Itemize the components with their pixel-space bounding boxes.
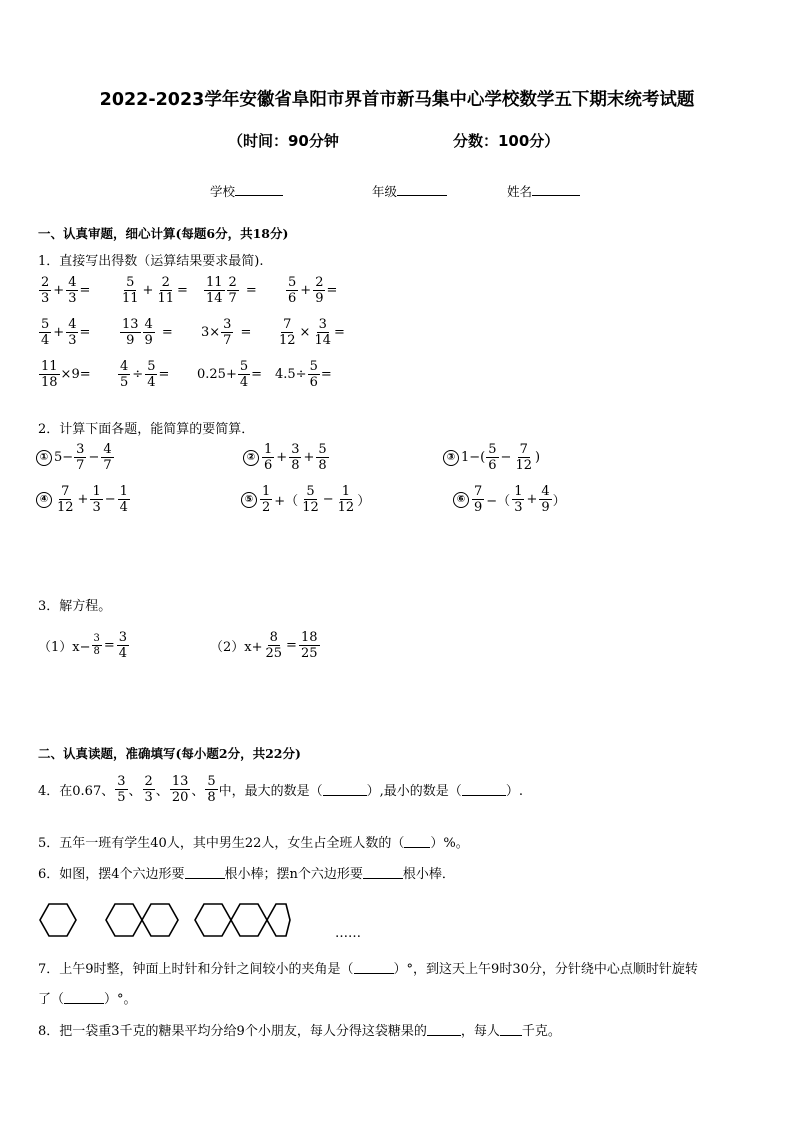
fraction	[66, 317, 78, 348]
hexagons-3	[195, 904, 290, 936]
fraction	[312, 317, 333, 348]
denominator: 3	[41, 291, 50, 306]
math-text: =	[158, 367, 170, 382]
fraction	[260, 484, 272, 515]
math-text: 中，最大的数是（	[218, 784, 323, 799]
answer-blank[interactable]	[323, 783, 367, 796]
operator: +	[142, 283, 154, 298]
math-text: 根小棒．	[402, 867, 455, 882]
fraction	[39, 359, 60, 390]
numerator: 3	[118, 630, 128, 645]
numerator: 5	[147, 359, 156, 374]
q2-expr-6	[453, 484, 566, 515]
math-text: 4．在0.67、	[38, 784, 115, 799]
hexagon-figure	[36, 898, 296, 946]
numerator: 2	[315, 275, 324, 290]
operator: +	[77, 492, 89, 507]
q1-item	[119, 317, 173, 348]
denominator: 4	[239, 375, 249, 390]
q2-expr-3	[443, 442, 540, 473]
q7-line-1	[38, 958, 698, 977]
denominator: 8	[93, 646, 100, 657]
numerator: 2	[228, 275, 237, 290]
numerator: 5	[239, 359, 249, 374]
operator: ×	[299, 325, 311, 340]
numerator: 1	[341, 484, 351, 499]
denominator: 20	[171, 790, 189, 805]
fraction	[227, 275, 239, 306]
denominator: 11	[122, 291, 139, 306]
denominator: 4	[118, 646, 128, 661]
fraction	[539, 484, 551, 515]
fraction	[90, 484, 102, 515]
answer-blank[interactable]	[404, 835, 430, 848]
math-text: ）.	[505, 784, 523, 799]
operator: =	[103, 638, 115, 653]
fraction	[74, 442, 86, 473]
math-text: 7．上午9时整，钟面上时针和分针之间较小的夹角是（	[38, 962, 354, 977]
fraction	[118, 484, 130, 515]
operator: =	[286, 638, 297, 653]
math-text: =	[251, 367, 263, 382]
math-text: ，每人	[460, 1024, 500, 1039]
answer-blank[interactable]	[64, 991, 104, 1004]
numerator: 5	[126, 275, 135, 290]
math-text: 0.25+	[197, 367, 237, 382]
numerator: 5	[306, 484, 315, 499]
denominator: 5	[117, 790, 126, 805]
numerator: 1	[264, 442, 273, 457]
section-1-heading: 一、认真审题，细心计算(每题6分，共18分)	[38, 226, 289, 241]
q2-expr-4	[36, 484, 131, 515]
operator: −	[322, 492, 334, 507]
denominator: 12	[279, 333, 296, 348]
numerator: 3	[223, 317, 232, 332]
math-text: ×9=	[60, 367, 91, 382]
numerator: 13	[122, 317, 139, 332]
q7-line-2	[38, 988, 137, 1007]
school-label: 学校	[210, 184, 236, 199]
denominator: 9	[126, 333, 135, 348]
numerator: 7	[61, 484, 70, 499]
answer-blank[interactable]	[185, 866, 225, 879]
name-field	[507, 182, 580, 200]
q1-item	[203, 275, 257, 306]
fraction	[486, 442, 498, 473]
fraction	[117, 630, 129, 661]
number-6: ⑥	[453, 492, 469, 508]
numerator: 4	[68, 275, 77, 290]
fraction	[145, 359, 157, 390]
fraction	[155, 275, 176, 306]
number-3: ③	[443, 450, 459, 466]
fraction	[299, 630, 320, 661]
q2-expr-2	[243, 442, 330, 473]
q4	[38, 774, 523, 805]
denominator: 12	[302, 500, 319, 515]
numerator: 4	[120, 359, 129, 374]
math-text: ）°。	[104, 992, 137, 1007]
answer-blank[interactable]	[500, 1023, 522, 1036]
numerator: 7	[474, 484, 483, 499]
denominator: 7	[223, 333, 232, 348]
q1-item	[117, 359, 169, 390]
numerator: 5	[207, 774, 216, 789]
fraction	[336, 484, 357, 515]
denominator: 14	[314, 333, 331, 348]
numerator: 13	[171, 774, 189, 789]
grade-label: 年级	[372, 184, 398, 199]
operator: +	[276, 450, 288, 465]
math-text: )	[534, 450, 541, 465]
q2-expr-1	[36, 442, 115, 473]
answer-blank[interactable]	[462, 783, 506, 796]
operator: +	[300, 283, 312, 298]
fraction	[277, 317, 298, 348]
math-text: ）	[357, 494, 371, 509]
fraction	[101, 442, 113, 473]
denominator: 6	[288, 291, 297, 306]
number-5: ⑤	[241, 492, 257, 508]
fraction	[289, 442, 301, 473]
name-blank[interactable]	[532, 183, 580, 196]
denominator: 3	[68, 333, 77, 348]
denominator: 12	[337, 500, 355, 515]
denominator: 3	[514, 500, 523, 515]
numerator: 2	[144, 774, 153, 789]
numerator: 1	[92, 484, 101, 499]
fraction	[205, 774, 217, 805]
numerator: 7	[283, 317, 292, 332]
math-text: ）%。	[430, 836, 469, 851]
numerator: 5	[488, 442, 497, 457]
fraction	[316, 442, 328, 473]
q5	[38, 832, 469, 851]
answer-blank[interactable]	[427, 1023, 461, 1036]
q1-item	[201, 317, 251, 348]
math-text: 、	[191, 784, 205, 799]
q1-item	[275, 359, 332, 390]
denominator: 4	[147, 375, 156, 390]
operator: +	[526, 492, 538, 507]
school-blank[interactable]	[235, 183, 283, 196]
denominator: 3	[68, 291, 77, 306]
exam-time: （时间：90分钟	[228, 132, 339, 150]
denominator: 9	[541, 500, 550, 515]
denominator: 6	[488, 458, 497, 473]
math-text: =	[177, 283, 188, 298]
denominator: 14	[206, 291, 223, 306]
fraction	[286, 275, 298, 306]
math-text: 1−(	[461, 450, 486, 465]
numerator: 8	[269, 630, 278, 645]
math-text: 6．如图，摆4个六边形要	[38, 867, 185, 882]
math-text: =	[79, 283, 91, 298]
numerator: 5	[41, 317, 50, 332]
q1-item	[197, 359, 262, 390]
numerator: 4	[68, 317, 77, 332]
q1-prompt: 1．直接写出得数（运算结果要求最简).	[38, 254, 264, 269]
q2-prompt: 2．计算下面各题，能简算的要简算．	[38, 422, 255, 437]
operator: +（	[274, 494, 299, 509]
q3-prompt: 3．解方程。	[38, 599, 112, 614]
fraction	[204, 275, 225, 306]
math-text: =	[320, 367, 332, 382]
fraction	[513, 442, 534, 473]
denominator: 7	[228, 291, 237, 306]
numerator: 3	[291, 442, 300, 457]
denominator: 18	[41, 375, 58, 390]
numerator: 18	[300, 630, 318, 645]
fraction	[472, 484, 484, 515]
denominator: 25	[265, 646, 283, 661]
fraction	[120, 317, 141, 348]
fraction	[238, 359, 250, 390]
denominator: 8	[207, 790, 216, 805]
q8	[38, 1020, 561, 1039]
number-2: ②	[243, 450, 259, 466]
hexagons-2	[106, 904, 178, 936]
q1-item	[38, 359, 91, 390]
math-text: 5．五年一班有学生40人，其中男生22人，女生占全班人数的（	[38, 836, 405, 851]
numerator: 5	[288, 275, 297, 290]
numerator: 3	[318, 317, 327, 332]
numerator: 7	[519, 442, 528, 457]
math-text: 8．把一袋重3千克的糖果平均分给9个小朋友，每人分得这袋糖果的	[38, 1024, 427, 1039]
fraction	[120, 275, 141, 306]
math-text: （1）x−	[38, 640, 91, 655]
denominator: 25	[300, 646, 318, 661]
q1-item	[38, 317, 90, 348]
answer-blank[interactable]	[354, 961, 394, 974]
denominator: 3	[144, 790, 153, 805]
math-text: 5−	[54, 450, 74, 465]
denominator: 11	[157, 291, 174, 306]
fraction	[143, 317, 155, 348]
operator: +	[53, 283, 65, 298]
numerator: 4	[144, 317, 153, 332]
fraction	[313, 275, 325, 306]
numerator: 4	[541, 484, 550, 499]
fraction	[118, 359, 130, 390]
school-field	[210, 182, 283, 200]
numerator: 5	[318, 442, 327, 457]
numerator: 4	[103, 442, 112, 457]
numerator: 1	[514, 484, 523, 499]
number-4: ④	[36, 492, 52, 508]
denominator: 5	[120, 375, 129, 390]
denominator: 7	[103, 458, 112, 473]
exam-score: 分数：100分）	[453, 132, 560, 150]
numerator: 3	[93, 633, 100, 644]
name-label: 姓名	[507, 184, 533, 199]
operator: ÷	[132, 367, 144, 382]
math-text: ）°，到这天上午9时30分，分针绕中心点顺时针旋转	[393, 962, 698, 977]
numerator: 11	[206, 275, 223, 290]
fraction	[39, 317, 51, 348]
answer-blank[interactable]	[363, 866, 403, 879]
grade-blank[interactable]	[397, 183, 447, 196]
operator: −（	[486, 494, 511, 509]
fraction	[264, 630, 285, 661]
math-text: 4.5÷	[275, 367, 307, 382]
fraction	[143, 774, 155, 805]
fraction	[300, 484, 321, 515]
number-1: ①	[36, 450, 52, 466]
denominator: 12	[515, 458, 532, 473]
math-text: 千克。	[521, 1024, 561, 1039]
q3-equation-2	[210, 630, 321, 661]
q6	[38, 863, 455, 882]
math-text: ）,最小的数是（	[366, 784, 462, 799]
denominator: 7	[76, 458, 85, 473]
fraction	[221, 317, 233, 348]
numerator: 11	[41, 359, 58, 374]
hexagons-1	[40, 904, 76, 936]
page-title: 2022-2023学年安徽省阜阳市界首市新马集中心学校数学五下期末统考试题	[99, 90, 695, 110]
denominator: 12	[57, 500, 74, 515]
denominator: 6	[309, 375, 318, 390]
math-text: （2）x+	[210, 640, 263, 655]
math-text: 、	[155, 784, 169, 799]
math-text: 3×	[201, 325, 221, 340]
fraction	[55, 484, 76, 515]
denominator: 3	[92, 500, 101, 515]
denominator: 2	[262, 500, 271, 515]
grade-field	[372, 182, 447, 200]
math-text: ）	[552, 494, 566, 509]
math-text: =	[79, 325, 91, 340]
math-text: =	[326, 283, 338, 298]
math-text: 、	[128, 784, 142, 799]
fraction	[39, 275, 51, 306]
operator: +	[303, 450, 315, 465]
ellipsis: ……	[335, 926, 361, 941]
denominator: 4	[41, 333, 50, 348]
denominator: 9	[315, 291, 324, 306]
q1-item	[38, 275, 90, 306]
q3-equation-1	[38, 630, 130, 661]
fraction	[92, 633, 102, 658]
numerator: 5	[309, 359, 318, 374]
operator: −	[88, 450, 100, 465]
math-text: 了（	[38, 992, 65, 1007]
denominator: 4	[119, 500, 128, 515]
numerator: 1	[262, 484, 271, 499]
math-text: =	[245, 283, 257, 298]
math-text: =	[240, 325, 252, 340]
denominator: 9	[474, 500, 483, 515]
math-text: =	[334, 325, 345, 340]
numerator: 2	[161, 275, 170, 290]
math-text: =	[161, 325, 173, 340]
numerator: 1	[119, 484, 128, 499]
operator: +	[53, 325, 65, 340]
fraction	[512, 484, 524, 515]
math-text: 根小棒；摆n个六边形要	[224, 867, 363, 882]
q2-expr-5	[241, 484, 370, 515]
operator: −	[500, 450, 512, 465]
fraction	[115, 774, 127, 805]
fraction	[262, 442, 274, 473]
fraction	[308, 359, 320, 390]
q1-item	[285, 275, 337, 306]
fraction	[170, 774, 191, 805]
fraction	[66, 275, 78, 306]
section-2-heading: 二、认真读题，准确填写(每小题2分，共22分)	[38, 746, 301, 761]
numerator: 3	[76, 442, 85, 457]
denominator: 9	[144, 333, 153, 348]
numerator: 2	[41, 275, 50, 290]
numerator: 3	[117, 774, 126, 789]
denominator: 8	[318, 458, 327, 473]
denominator: 8	[291, 458, 300, 473]
q1-item	[276, 317, 345, 348]
operator: −	[104, 492, 116, 507]
q1-item	[119, 275, 188, 306]
denominator: 6	[264, 458, 273, 473]
